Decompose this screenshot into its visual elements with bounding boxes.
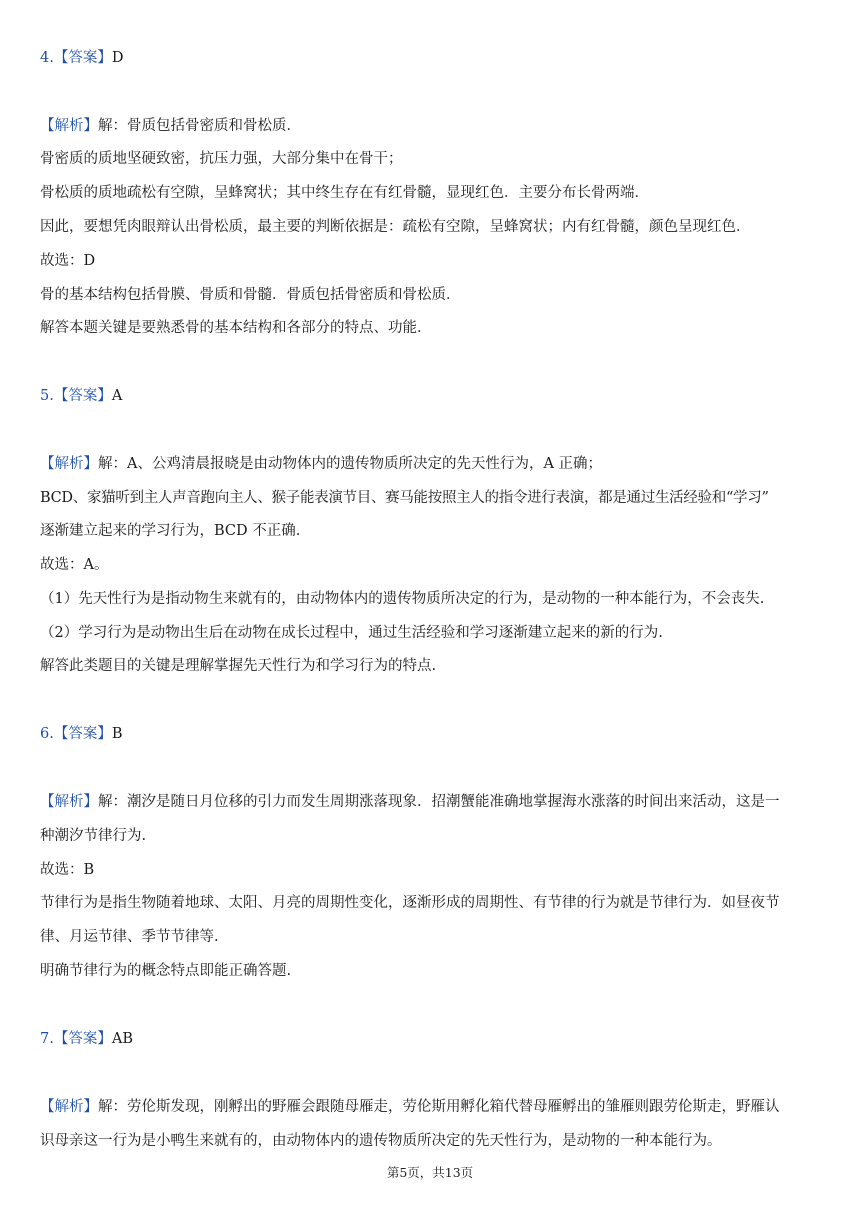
analysis-line: 种潮汐节律行为.: [40, 828, 147, 844]
answer-heading: [40, 724, 824, 744]
analysis-line: 骨的基本结构包括骨膜、骨质和骨髓．骨质包括骨密质和骨松质．: [40, 287, 461, 303]
answer-value: B: [111, 726, 123, 742]
analysis-line: （2）学习行为是动物出生后在动物在成长过程中，通过生活经验和学习逐渐建立起来的新的行为.: [40, 625, 663, 641]
analysis-tag: 【解析】: [40, 456, 98, 472]
question-number: 6.: [40, 726, 54, 742]
answer-heading: [40, 1029, 824, 1049]
analysis-text: 解：潮汐是随日月位移的引力而发生周期涨落现象．招潮蟹能准确地掌握海水涨落的时间出来活动，这是一: [98, 794, 780, 810]
analysis-line: 因此，要想凭肉眼辩认出骨松质，最主要的判断依据是：疏松有空隙，呈蜂窝状；内有红骨髓，颜色呈现红色．: [40, 219, 751, 235]
answer-heading: [40, 386, 824, 406]
answer-tag: 【答案】: [53, 388, 112, 404]
analysis-text: 解：骨质包括骨密质和骨松质．: [98, 118, 301, 134]
analysis-line: 故选：D: [40, 253, 96, 269]
answer-value: AB: [111, 1031, 133, 1047]
analysis-line: BCD、家猫听到主人声音跑向主人、猴子能表演节目、赛马能按照主人的指令进行表演，都是通过生活经验和“学习”: [40, 490, 769, 506]
analysis-tag: 【解析】: [40, 794, 98, 810]
question-number: 7.: [40, 1031, 54, 1047]
answer-tag: 【答案】: [53, 1031, 112, 1047]
analysis-line: [40, 1097, 824, 1117]
analysis-line: 节律行为是指生物随着地球、太阳、月亮的周期性变化，逐渐形成的周期性、有节律的行为就是节律行为．如昼夜节: [40, 895, 780, 911]
analysis-line: 律、月运节律、季节节律等.: [40, 929, 219, 945]
answer-heading: [40, 48, 824, 68]
analysis-line: 识母亲这一行为是小鸭生来就有的，由动物体内的遗传物质所决定的先天性行为，是动物的一种本能行为。: [40, 1133, 722, 1149]
question-number: 4.: [40, 50, 54, 66]
analysis-line: [40, 454, 824, 474]
analysis-text: 解：A、公鸡清晨报晓是由动物体内的遗传物质所决定的先天性行为，A 正确；: [98, 456, 603, 472]
analysis-line: 骨密质的质地坚硬致密，抗压力强，大部分集中在骨干；: [40, 151, 403, 167]
page-footer: 第5页，共13页: [386, 1165, 474, 1180]
analysis-tag: 【解析】: [40, 118, 98, 134]
analysis-line: （1）先天性行为是指动物生来就有的，由动物体内的遗传物质所决定的行为，是动物的一种本能行为，不会丧失.: [40, 591, 765, 607]
analysis-text: 解：劳伦斯发现，刚孵出的野雁会跟随母雁走，劳伦斯用孵化箱代替母雁孵出的雏雁则跟劳伦斯走，野雁认: [98, 1099, 780, 1115]
analysis-tag: 【解析】: [40, 1099, 98, 1115]
analysis-line: 逐渐建立起来的学习行为，BCD 不正确.: [40, 523, 301, 539]
analysis-line: [40, 116, 824, 136]
analysis-line: 骨松质的质地疏松有空隙，呈蜂窝状；其中终生存在有红骨髓，显现红色．主要分布长骨两端．: [40, 185, 649, 201]
analysis-line: [40, 792, 824, 812]
analysis-line: 故选：B: [40, 862, 95, 878]
answer-value: D: [111, 50, 124, 66]
answer-tag: 【答案】: [53, 726, 112, 742]
analysis-line: 故选：A。: [40, 557, 109, 573]
question-number: 5.: [40, 388, 54, 404]
analysis-line: 明确节律行为的概念特点即能正确答题.: [40, 963, 292, 979]
answer-value: A: [111, 388, 123, 404]
answer-tag: 【答案】: [53, 50, 112, 66]
analysis-line: 解答此类题目的关键是理解掌握先天性行为和学习行为的特点.: [40, 658, 437, 674]
analysis-line: 解答本题关键是要熟悉骨的基本结构和各部分的特点、功能．: [40, 320, 432, 336]
